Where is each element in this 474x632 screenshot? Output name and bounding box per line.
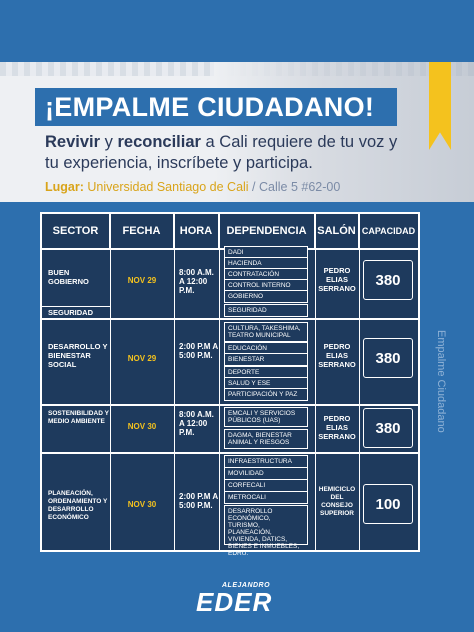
time-row-2: 2:00 P.M A 5:00 P.M.	[179, 342, 218, 360]
header-dependencia: DEPENDENCIA	[219, 214, 315, 250]
header-capacidad: CAPACIDAD	[359, 214, 418, 250]
dependency-participacion: PARTICIPACIÓN Y PAZ	[224, 388, 308, 401]
salon-row-3: PEDRO ELIAS SERRANO	[318, 414, 356, 441]
side-vertical-text: Empalme Ciudadano	[435, 330, 447, 433]
dependency-cultura: CULTURA, TAKESHIMA, TEATRO MUNICIPAL	[224, 322, 308, 342]
date-row-1: NOV 29	[127, 276, 157, 285]
dependency-gobierno: GOBIERNO	[224, 290, 308, 303]
salon-row-1: PEDRO ELIAS SERRANO	[318, 266, 356, 293]
subtitle-text-1: y	[100, 133, 118, 151]
schedule-table	[40, 212, 420, 557]
time-row-1: 8:00 A.M. A 12:00 P.M.	[179, 268, 214, 295]
date-row-4: NOV 30	[127, 500, 157, 509]
sector-divider	[42, 306, 110, 307]
subtitle-bold-2: reconciliar	[117, 133, 201, 151]
dependency-infraestructura: INFRAESTRUCTURA	[224, 455, 308, 468]
subtitle	[45, 132, 405, 174]
time-row-3: 8:00 A.M. A 12:00 P.M.	[179, 410, 214, 437]
subtitle-bold-1: Revivir	[45, 133, 101, 151]
row-divider	[42, 318, 418, 320]
dependency-emcali: EMCALI Y SERVICIOS PÚBLICOS (UAS)	[224, 407, 308, 427]
column-divider	[359, 214, 360, 550]
dependency-hacienda: HACIENDA	[224, 257, 308, 270]
header-fecha: FECHA	[110, 214, 174, 250]
logo: EDER	[196, 587, 273, 617]
column-divider	[174, 214, 175, 550]
sector-desarrollo-bienestar: DESARROLLO Y BIENESTAR SOCIAL	[48, 342, 108, 369]
sector-sostenibilidad: SOSTENIBILIDAD Y MEDIO AMBIENTE	[48, 410, 109, 425]
dependency-metrocali: METROCALI	[224, 491, 308, 504]
place-value: Universidad Santiago de Cali	[83, 180, 249, 194]
header-salon: SALÓN	[315, 214, 359, 250]
sector-planeacion: PLANEACIÓN, ORDENAMIENTO Y DESARROLLO ECONÓMICO	[48, 490, 108, 521]
dependency-dadi: DADI	[224, 246, 308, 259]
dependency-desarrollo-economico: DESARROLLO ECONÓMICO, TURISMO, PLANEACIÓN, VIVIENDA, DATICS, BIENES E INMUEBLES, EDRU.	[224, 505, 308, 545]
sector-buen-gobierno: BUEN GOBIERNO	[48, 268, 89, 286]
header-sector: SECTOR	[42, 214, 110, 250]
top-band	[0, 0, 474, 62]
time-row-4: 2:00 P.M A 5:00 P.M.	[179, 492, 218, 510]
date-row-3: NOV 30	[127, 422, 157, 431]
capacity-row-4: 100	[363, 484, 413, 524]
page-title: ¡EMPALME CIUDADANO!	[45, 92, 375, 122]
dependency-control-interno: CONTROL INTERNO	[224, 279, 308, 292]
subtitle-text-2: a Cali requiere de tu voz y tu experiencia, inscríbete y participa.	[45, 133, 398, 172]
sector-seguridad: SEGURIDAD	[48, 308, 94, 317]
date-row-2: NOV 29	[127, 354, 157, 363]
dependency-bienestar: BIENESTAR	[224, 353, 308, 366]
dependency-educacion: EDUCACIÓN	[224, 342, 308, 355]
header-hora: HORA	[174, 214, 219, 250]
logo-small-text: ALEJANDRO	[222, 582, 271, 589]
dependency-deporte: DEPORTE	[224, 366, 308, 379]
place-line	[45, 180, 340, 194]
salon-row-4: HEMICICLO DEL CONSEJO SUPERIOR	[318, 486, 356, 517]
dependency-seguridad: SEGURIDAD	[224, 304, 308, 317]
column-divider	[219, 214, 220, 550]
place-label: Lugar:	[45, 180, 84, 194]
dependency-movilidad: MOVILIDAD	[224, 467, 308, 480]
capacity-row-3: 380	[363, 408, 413, 448]
salon-row-2: PEDRO ELIAS SERRANO	[318, 342, 356, 369]
dependency-corfecali: CORFECALI	[224, 479, 308, 492]
capacity-row-2: 380	[363, 338, 413, 378]
dependency-dagma: DAGMA, BIENESTAR ANIMAL Y RIESGOS	[224, 429, 308, 449]
place-address: / Calle 5 #62-00	[248, 180, 341, 194]
dependency-contratacion: CONTRATACIÓN	[224, 268, 308, 281]
capacity-row-1: 380	[363, 260, 413, 300]
row-divider	[42, 404, 418, 406]
dependency-salud: SALUD Y ESE	[224, 377, 308, 390]
row-divider	[42, 452, 418, 454]
